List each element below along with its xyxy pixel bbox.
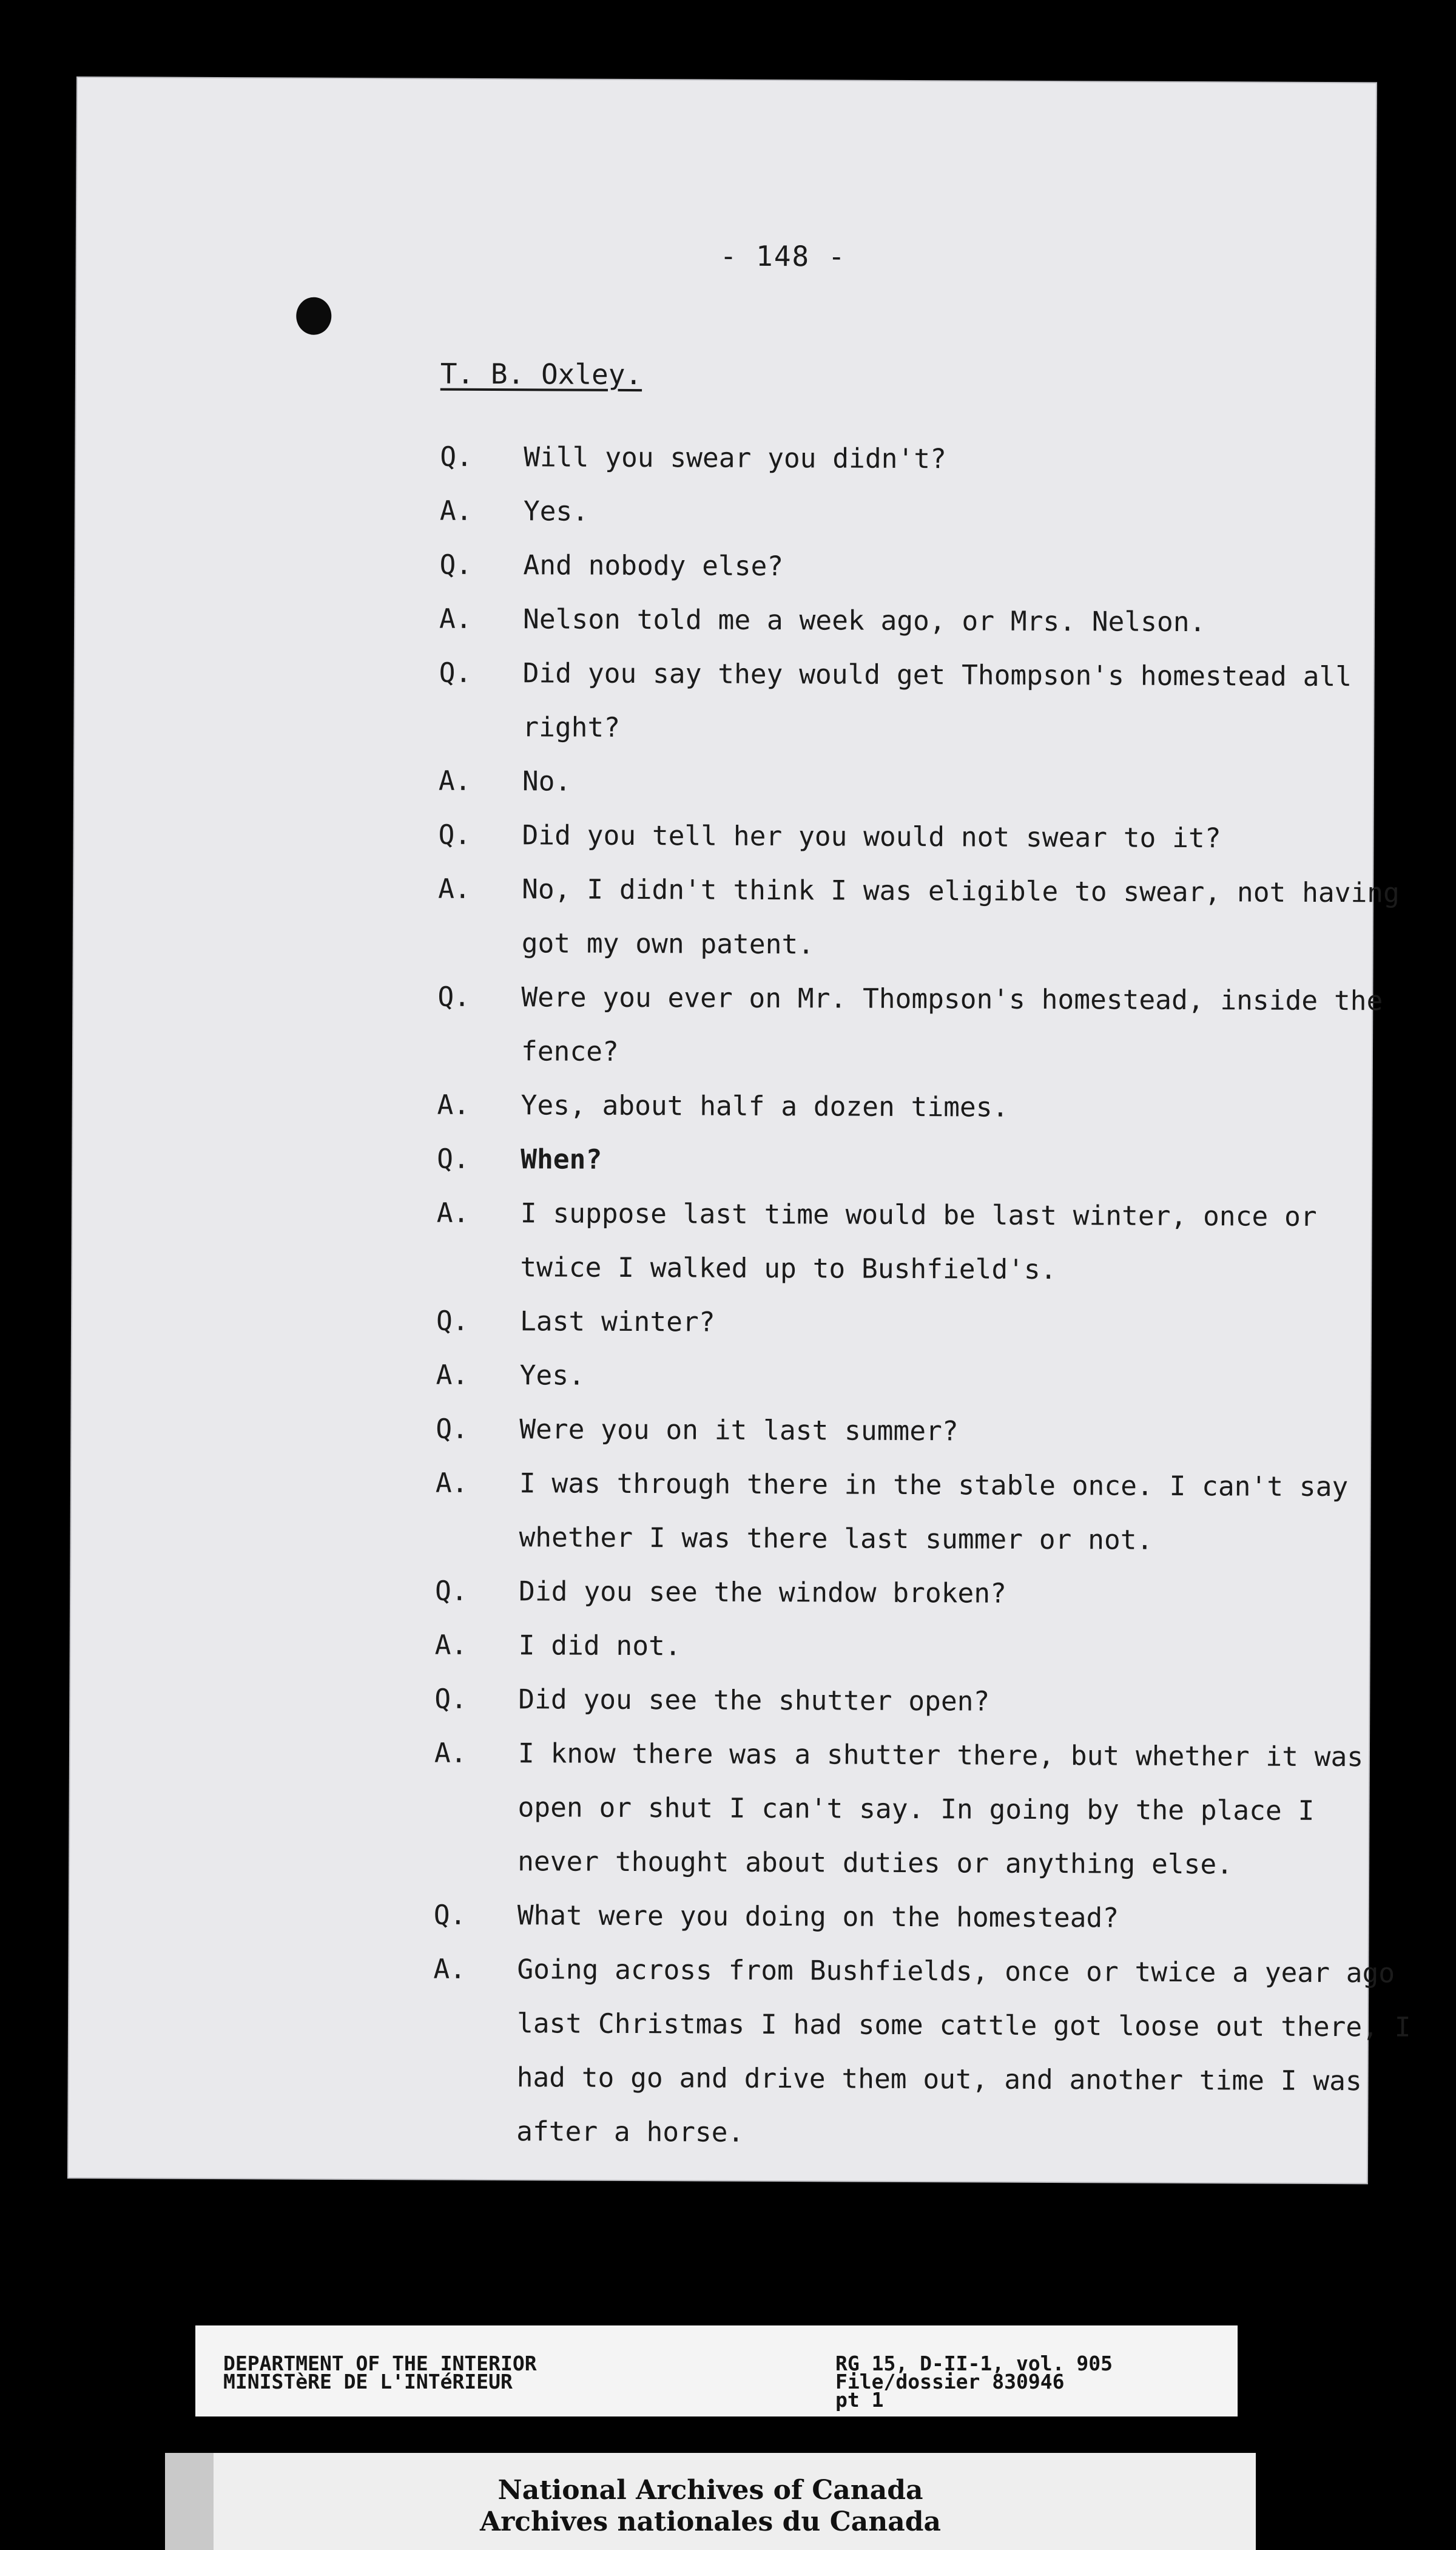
- answer-marker: A.: [434, 1737, 467, 1769]
- dialogue-row: [435, 1456, 1431, 1569]
- question-marker: Q.: [433, 1899, 467, 1931]
- page-number: - 148 -: [720, 239, 846, 273]
- archives-label: [165, 2453, 1256, 2550]
- dialogue-row: [440, 484, 1435, 543]
- answer-marker: A.: [438, 873, 471, 905]
- question-marker: Q.: [438, 819, 471, 851]
- question-marker: Q.: [435, 1575, 468, 1607]
- punch-hole: [296, 297, 331, 335]
- question-text: When?: [521, 1144, 602, 1175]
- answer-text: Yes.: [519, 1360, 585, 1392]
- answer-marker: A.: [439, 495, 473, 527]
- question-marker: Q.: [439, 657, 472, 689]
- answer-text: Yes.: [523, 496, 589, 527]
- answer-marker: A.: [437, 1089, 470, 1121]
- department-name-fr: MINISTèRE DE L'INTéRIEUR: [223, 2370, 513, 2393]
- transcript-body: [433, 430, 1435, 2163]
- dialogue-row: [440, 430, 1435, 489]
- question-marker: Q.: [436, 1305, 469, 1337]
- answer-text: I did not.: [518, 1630, 681, 1662]
- dialogue-row: [434, 1889, 1429, 1947]
- document-page: [69, 78, 1411, 2183]
- speaker-heading: T. B. Oxley.: [440, 357, 642, 391]
- answer-marker: A.: [434, 1629, 468, 1661]
- dialogue-row: [433, 1943, 1429, 2163]
- archives-name-en: National Archives of Canada: [497, 2475, 923, 2506]
- question-text: And nobody else?: [523, 550, 784, 583]
- question-marker: Q.: [437, 981, 471, 1013]
- answer-text: I know there was a shutter there, but whether it was open or shut I can't say. In going by the place I never thought about duties or anything else.: [517, 1738, 1364, 1881]
- answer-text: Nelson told me a week ago, or Mrs. Nelson.: [523, 604, 1206, 638]
- question-marker: Q.: [434, 1683, 468, 1715]
- reference-label: [195, 2325, 1238, 2416]
- dialogue-row: [437, 1132, 1432, 1191]
- dialogue-row: [434, 1672, 1429, 1731]
- question-text: Did you see the shutter open?: [518, 1684, 990, 1717]
- dialogue-row: [435, 1564, 1430, 1623]
- archives-name-fr: Archives nationales du Canada: [479, 2506, 942, 2537]
- answer-marker: A.: [438, 765, 471, 797]
- file-reference-block: [835, 2352, 1113, 2412]
- answer-marker: A.: [436, 1359, 469, 1391]
- answer-text: Going across from Bushfields, once or twice a year ago last Christmas I had some cattle got loose out there, I had to go and drive them out, and another time I was after a horse.: [516, 1954, 1411, 2148]
- question-text: Did you say they would get Thompson's homestead all right?: [522, 658, 1352, 743]
- question-text: What were you doing on the homestead?: [517, 1900, 1119, 1934]
- answer-marker: A.: [435, 1467, 468, 1499]
- dialogue-row: [436, 1186, 1432, 1299]
- question-text: Were you on it last summer?: [519, 1414, 959, 1447]
- dialogue-row: [437, 970, 1433, 1083]
- dialogue-row: [438, 862, 1434, 975]
- answer-text: I was through there in the stable once. I can't say whether I was there last summer or not.: [519, 1468, 1349, 1556]
- question-text: Last winter?: [519, 1306, 715, 1338]
- answer-marker: A.: [433, 1953, 467, 1985]
- dialogue-row: [435, 1618, 1430, 1677]
- dialogue-row: [439, 754, 1434, 813]
- dialogue-row: [439, 538, 1434, 597]
- answer-text: I suppose last time would be last winter, once or twice I walked up to Bushfield's.: [520, 1198, 1317, 1286]
- dialogue-row: [436, 1348, 1431, 1407]
- dialogue-row: [436, 1402, 1431, 1461]
- answer-marker: A.: [439, 603, 472, 635]
- question-marker: Q.: [436, 1413, 468, 1445]
- department-name-en: DEPARTMENT OF THE INTERIOR: [223, 2352, 537, 2375]
- answer-text: No.: [522, 766, 571, 797]
- question-text: Did you see the window broken?: [519, 1576, 1006, 1609]
- question-text: Will you swear you didn't?: [524, 442, 946, 475]
- question-text: Did you tell her you would not swear to it?: [522, 820, 1221, 854]
- record-group: RG 15, D-II-1, vol. 905: [835, 2352, 1113, 2375]
- answer-text: No, I didn't think I was eligible to swear, not having got my own patent.: [521, 874, 1400, 961]
- file-part: pt 1: [835, 2388, 884, 2412]
- file-number: File/dossier 830946: [835, 2370, 1065, 2393]
- question-marker: Q.: [440, 441, 473, 473]
- dialogue-row: [438, 808, 1433, 867]
- dialogue-row: [439, 646, 1434, 759]
- answer-marker: A.: [436, 1197, 470, 1229]
- question-marker: Q.: [437, 1143, 470, 1175]
- dialogue-row: [437, 1078, 1432, 1137]
- answer-text: Yes, about half a dozen times.: [521, 1090, 1009, 1123]
- dialogue-row: [439, 592, 1434, 651]
- question-marker: Q.: [439, 549, 473, 581]
- dialogue-row: [436, 1294, 1431, 1353]
- department-block: [223, 2352, 537, 2393]
- question-text: Were you ever on Mr. Thompson's homestead, inside the fence?: [521, 982, 1383, 1067]
- dialogue-row: [434, 1726, 1429, 1893]
